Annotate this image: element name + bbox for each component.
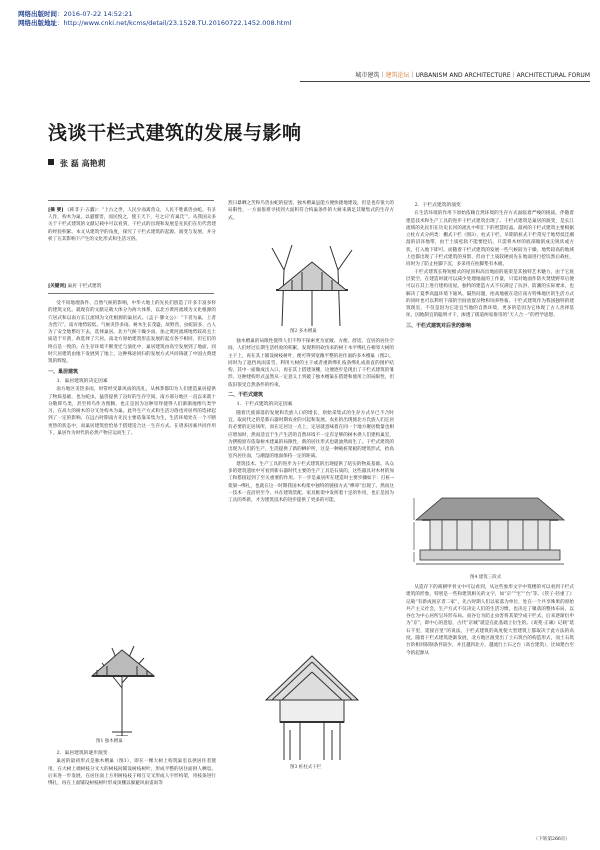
keywords [48,283,101,289]
paragraph: 巢居的最初形式是独木橧巢（图1），即在一棵大树上构筑巢室以供居住者使用。在大树上端树枝分叉大的树枝间铺设树枝树叶，形成平整的居住面供人栖息。后来进一步发展，在居住面上方用树枝枝干相互交叉形成人字形构架，用枝条进行绑扎，再在上面铺设树枝树叶形成顶棚以躲避风雨雷雨等 [48,759,216,787]
pub-time-label: 网络出版时间 [18,10,57,18]
keywords-text: 巢居 干栏式建筑 [67,284,102,289]
author-names: 张 磊 高艳莉 [60,159,106,168]
paragraph: 南方地区炎热多雨，时常经受暴风雨的洗礼，从林莽都印为人们建造巢居提供了物质基础，也为蛇虫、猛兽提供了良好的生存空间。南方部分地区一直以来就十分敬仰鸟类，甚至将鸟作为图腾，也正是因为这种崇拜使得人们渐渐地像鸟类学习，在高大的树木的分叉处构木为巢。此外生产方式和生活习俗也对居所的选择起到了一定的影响。在远古时期南方先民主要依靠采集为生，生活环境处在一个不断更替的状态中，而巢居建筑恰恰易于搭建适合这一生存方式。在诸多因素共同作用下，巢居作为时代的必然产物应运而生了。 [48,387,216,437]
figure-2-caption: 图2 多木橧巢 [290,329,317,334]
topic-name: 建筑论坛 [385,72,410,79]
en-section: URBANISM AND ARCHITECTURE [415,72,511,79]
subheading-1-1: 1．巢居建筑的决定因素 [56,378,108,384]
keywords-label: [关键词] [48,284,67,289]
body-column-1 [48,300,216,626]
subheading-1-2: 2．巢居建筑的逐步演变 [56,751,108,756]
en-topic: ARCHITECTURAL FORUM [516,72,590,79]
abstract-top-rule [48,200,214,201]
continued-note: （下转第266页） [533,837,570,842]
abstract-bottom-rule [48,293,214,294]
paragraph: 干栏式建筑长脊短檐式的屋顶和高出地面的底架是其独特艺术魅力，由于它底层架空，在建造时就可以减少处理地面的工作量，只需对地面作防火焚烧野草后便可以在其上进行建构房屋。独特的建造方式不仅满足了抗洪、防潮的实际要求，也解决了夏季高温环境下通风、隔热问题，抬高地板在适应南方特殊地区的生活方式的同时也可以利用下部的空间放置杂物和饲养牲畜。干栏式建筑作为我国独特的建筑现室，不仅是因为它适宜当地的自然环境，更多的是因为它体现了古人善择基址、因地制宜的聪明才干，渗透了儒道两家推崇的“天人合一”的哲学思想。 [406,269,574,319]
publication-header: 网络出版时间：2016-07-22 14:52:21 网络出版地址：http://www.cnki.net/kcms/detail/23.1528.TU.20160722.1452.008.html [18,10,292,27]
figure-4-caption: 图4 建筑三段式 [470,575,502,580]
pub-addr-link[interactable]: http://www.cnki.net/kcms/detail/23.1528.TU.20160722.1452.008.html [63,19,292,27]
figure-3-caption: 图3 桩柱式干栏 [290,765,322,770]
figure-1-illustration [72,628,172,736]
intro-paragraph: 受不同地理条件、自然气候的影响，中华大地上的先民们创造了许多丰富多样的建筑文化。就现有的文献记载大体分为两大体系，以北方黄河流域为文化根源的穴居式和以南方长江流域为文化根源的巢居式。《孟子·滕文公》：“下者为巢，上者为营穴”。南方地势较低、气候炎热多雨、树木生长茂盛，故野兽、虫蛇较多，古人为了安全地繁衍下去，选择巢居。北方气候干燥少雨，加之黄河流域地势较高且土质适于开凿，故选择了穴居。南北方原始建筑形态发展的起点各不相同，但它们的终点是一致的。在生存环境不断变迁与演化中，巢居建筑由高空发展到了地面，同时穴居建筑由地下发展到了地上，这种殊途同归的发展方式共同铸就了中国古典建筑的辉煌。 [48,301,216,365]
column-heading: 城市建筑｜建筑论坛｜URBANISM AND ARCHITECTURE｜ARCHITECTURAL FORUM [355,72,590,79]
section-heading-2: 二、干栏式建筑 [228,392,264,399]
body-column-1-lower [48,748,216,838]
section-name: 城市建筑 [355,72,380,79]
subheading-2-2: 2．干栏式建筑的演变 [414,203,461,208]
paragraph: 烈日暴晒之苦和鸟兽虫蛇的侵害。独木橧巢虽能方便快捷地建设，但是也有很大的局限性，一方面很难寻找到大面积符合构巢条件的大树来满足其聚集式的生存方式。 [228,201,394,221]
subheading-2-1: 1．干栏式建筑的决定因素 [236,402,293,408]
header-rule [300,81,590,82]
body-column-2 [228,338,394,643]
paragraph: 随着氏族部落的发展和氏族人口的增长，原始采集式的生存方式早已不合时宜，取而代之的是新石器时期农业的兴起和发展。农业的出现使北方氏族人们定居有必要的定居场所，而在定居这一点上，定居就意味着在同一个地方聚居数量也相应增加时，然而适宜于生产生活的自然环境不一定有足够的树木供人们建构巢室，为摆脱原有依靠树木建巢的局限性，新的居住形式也就油然而生了。干栏式建筑的出现为人们的生产、生活提供了新的栖护所，这是一种载桩架板的建筑形式，抬高室内居住面，与潮湿的地面保持一定的距离。 [228,410,394,460]
paragraph: 建筑技术、生产工具的进步为干栏式建筑的出现提供了结实的物质基础。从众多的建筑遗址中可看到新石器时代主要的生产工具是石质的，这些器具对木材的加工和搭接起到了至关重要的作用。下一步是巢居所在建造时主要步骤如下：打桩→架梁→绑扎，也就在这一时期我国木构架中独特的链接方式“榫卯”出现了。然而这一技术一直沿用至今，并在建筑装配、家具框架中发挥着十足的作用，也正是因为工具的革新，才为建筑技术的进步提供了更多的可能。 [228,461,394,504]
abstract-text: 《韩非子·五蠹》：“上古之世，人民少而禽兽众，人民不胜禽兽虫蛇。有圣人作，构木为巢，以避群害，而民悦之，使王天下，号之曰‘有巢氏’”。从我国众多关于干栏式建筑的文献记载中可以看到，干栏式的出现和发展是先民们在历代营建的经验积累。本文从建筑学的角度，探究了干栏式建筑的起源、演变与发展，并分析了在其影响下产生的文化形式和生活习俗。 [48,208,216,242]
figure-2-illustration [262,240,362,326]
paragraph: 独木橧巢的局限性使得人们不得不探索更为宽敞、方便、舒适、宜居的居住空间。人们经过长期生活经验的积累，发现利用砍伐来的树干木平绑扎在相邻大树的主干上，再在其上铺设树枝树叶，便可得到宽敞平整的居住面的多木橧巢（图2）。同时为了遮挡风雨雷雪，利用大树的主干或者重新绑扎枝条绑扎成垂直的围护结构，其中一面做成出入口，再在其上搭建顶棚，这便逐步是现出了干栏式建筑的雏形。这种建构形式虽然从一定意义上突破了独木橧巢在搭建和使用上的局限性，但依旧很受自然条件的约束。 [228,339,394,388]
abstract-label: [摘 要] [48,208,64,213]
abstract [48,207,216,243]
authors-line [48,158,106,169]
section-heading-1: 一、巢居建筑 [48,368,79,375]
body-column-2-top [228,200,394,244]
article-title: 浅谈干栏式建筑的发展与影响 [48,122,302,144]
body-column-3-lower [406,584,574,834]
figure-4-illustration [412,492,568,572]
figure-1-caption: 图1 独木橧巢 [96,739,123,744]
paragraph: 在生活环境的作用下原始依赖自然环境的生存方式面临着严峻的挑战，伴随着建造技术和生产工具的进步干栏式建筑出现了。干栏式建筑是巢居的演变，是长江流域的先民们在历史长河的流礼中积汇下的智慧结晶。最初的干栏式建筑主要根据立柱方式分两类：棚式干栏（图3），柱式干栏。早期的桩式干栏常见于地势低洼潮湿的沼泽地带，由于土质松软不能要挖坑，只需将木材的底部做削成尖锐状或方状，打入地下即可。而随着干栏式建筑的发展一些气候较为干燥，地势较高的地域上也都出现了干栏式建筑的身影，但由于土质较硬而先在地面进行挖坑然后载柱，同时为了防止柱脚下沉，多采用在柱脚垫有木板。 [406,211,574,268]
section-heading-3: 三、干栏式建筑对后世的影响 [406,322,472,329]
paragraph: 从造存下的商朝甲骨文中可以看到，从这些象形文字中筑楼的可以看到干栏式建筑的形象，特别是一些和建筑相关的文字，如“京”“宅”“台”等。《管子·轻重丁》记载“有新成困京者二家”，先古时期人们以家落为单位，处在一个共享殊果的原始共产主义社会，生产方式不仅决定人们的生活习惯，也决定了聚落的整体布局，以谷仓为中心居所呈环形布局。而谷仓为防止虫害将其架空成干栏式，后来逐渐衍申为“京”，即中心的意思，古代“京城”就是在此基础上衍生的。《说苑·正谏》记载“延石千里，延接百里”的说法，干栏式建筑的高度使大型建筑上都取决于此方法的高度。随着干栏式建筑逐渐发展，北方地区演变出了土石筑台的构造形式，而土石筑台的相对限制条件较少，并且越到北方，越流行土石之台（高台建筑），比如建台至今的起源从 [406,585,574,656]
figure-3-illustration [260,648,364,760]
square-bullet-icon [48,159,54,165]
pub-time-value: 2016-07-22 14:52:21 [63,10,133,18]
pub-addr-label: 网络出版地址 [18,19,57,27]
body-column-3 [406,200,574,490]
